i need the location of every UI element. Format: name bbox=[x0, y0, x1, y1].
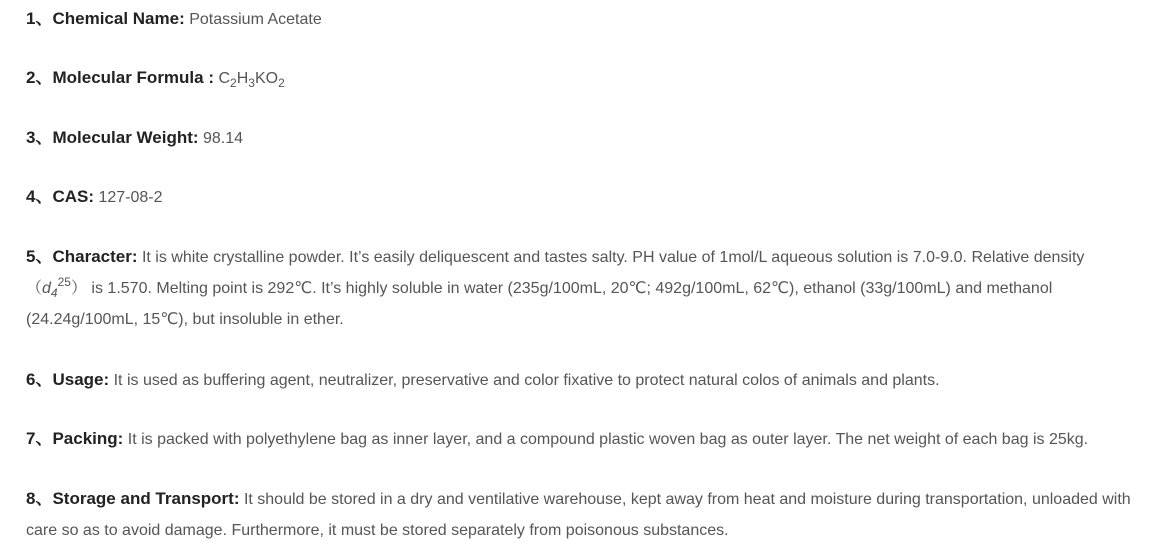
spec-item-cas bbox=[26, 181, 1146, 213]
item-value: 98.14 bbox=[198, 130, 244, 147]
item-label: Chemical Name: bbox=[52, 9, 185, 28]
item-number: 4、 bbox=[26, 187, 53, 206]
spec-item-chemical-name bbox=[26, 3, 1146, 35]
spec-item-molecular-formula bbox=[26, 62, 1146, 94]
density-symbol: d bbox=[42, 280, 51, 297]
spec-item-character bbox=[26, 241, 1146, 335]
spec-item-packing bbox=[26, 423, 1146, 455]
storage-line-2: care so as to avoid damage. Furthermore, it must be stored separately from poisonous substances. bbox=[26, 522, 729, 539]
item-label: Molecular Weight: bbox=[52, 128, 199, 147]
item-label: Storage and Transport: bbox=[52, 489, 240, 508]
density-superscript: 25 bbox=[57, 275, 71, 289]
character-line-3: (24.24g/100mL, 15℃), but insoluble in ether. bbox=[26, 311, 344, 328]
spec-item-usage bbox=[26, 364, 1146, 396]
item-value: It is white crystalline powder. It’s easily deliquescent and tastes salty. PH value of 1mol/L aqueous solution is 7.0-9.0. Relative density bbox=[137, 249, 1085, 266]
density-subscript: 4 bbox=[50, 286, 58, 300]
item-number: 2、 bbox=[26, 68, 53, 87]
item-value: It is packed with polyethylene bag as inner layer, and a compound plastic woven bag as outer layer. The net weight of each bag is 25kg. bbox=[123, 431, 1089, 448]
item-label: CAS: bbox=[52, 187, 95, 206]
item-number: 1、 bbox=[26, 9, 53, 28]
item-number: 3、 bbox=[26, 128, 53, 147]
item-label: Packing: bbox=[52, 429, 124, 448]
item-value: 127-08-2 bbox=[94, 189, 163, 206]
item-number: 6、 bbox=[26, 370, 53, 389]
item-value: Potassium Acetate bbox=[184, 11, 322, 28]
item-value-continued: is 1.570. Melting point is 292℃. It’s highly soluble in water (235g/100mL, 20℃; 492g/100mL, 62℃), ethanol (33g/100mL) and methanol bbox=[86, 280, 1053, 297]
open-paren: （ bbox=[26, 280, 43, 297]
character-line-2 bbox=[26, 273, 1146, 304]
item-number: 5、 bbox=[26, 247, 53, 266]
item-label: Character: bbox=[52, 247, 138, 266]
close-paren: ） bbox=[70, 280, 87, 297]
formula-element-h: H bbox=[236, 70, 249, 87]
formula-element-ko: KO bbox=[254, 70, 279, 87]
item-value: It is used as buffering agent, neutralizer, preservative and color fixative to protect natural colos of animals and plants. bbox=[109, 372, 940, 389]
storage-line-1 bbox=[26, 483, 1146, 515]
item-number: 8、 bbox=[26, 489, 53, 508]
spec-item-storage-transport bbox=[26, 483, 1146, 546]
item-number: 7、 bbox=[26, 429, 53, 448]
molecular-formula bbox=[214, 70, 285, 90]
spec-item-molecular-weight bbox=[26, 122, 1146, 154]
item-label: Usage: bbox=[52, 370, 110, 389]
formula-subscript: 2 bbox=[230, 76, 237, 90]
item-label: Molecular Formula : bbox=[52, 68, 214, 87]
item-value: It should be stored in a dry and ventilative warehouse, kept away from heat and moisture during transportation, unloaded with bbox=[239, 491, 1131, 508]
formula-subscript: 3 bbox=[248, 76, 255, 90]
formula-element-c: C bbox=[218, 70, 231, 87]
character-line-1 bbox=[26, 241, 1146, 273]
formula-subscript: 2 bbox=[278, 76, 285, 90]
